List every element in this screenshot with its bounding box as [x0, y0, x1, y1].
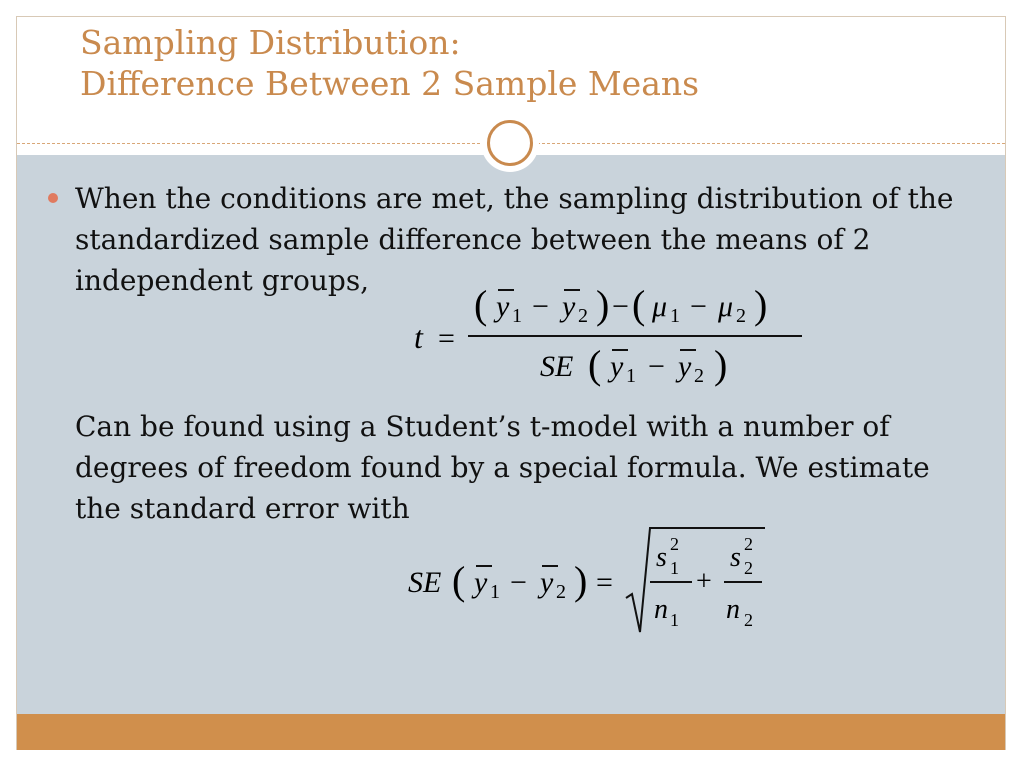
svg-text:−: −: [510, 566, 527, 599]
svg-text:2: 2: [694, 365, 704, 387]
paragraph-standard-error: Can be found using a Student’s t-model with a number of degrees of freedom found by a special formula. We estimate the standard error with: [75, 410, 930, 525]
svg-text:): ): [714, 342, 728, 387]
svg-text:−: −: [612, 290, 629, 323]
svg-text:1: 1: [670, 558, 679, 578]
svg-text:1: 1: [670, 610, 679, 630]
svg-text:y: y: [678, 350, 692, 383]
title-line-1: Sampling Distribution:: [80, 23, 461, 62]
svg-text:=: =: [438, 322, 455, 355]
svg-text:1: 1: [670, 305, 680, 327]
svg-text:−: −: [532, 290, 549, 323]
slide-title: [80, 22, 699, 104]
svg-text:y: y: [540, 566, 554, 599]
svg-text:μ: μ: [652, 290, 668, 323]
svg-text:y: y: [496, 290, 510, 323]
bullet-dot-icon: [48, 193, 58, 203]
svg-text:2: 2: [556, 581, 566, 603]
svg-text:2: 2: [744, 534, 753, 554]
svg-text:SE: SE: [408, 566, 442, 599]
ornament-ring-icon: [487, 120, 533, 166]
svg-text:2: 2: [670, 534, 679, 554]
bullet-text: When the conditions are met, the sampling distribution of the standardized sample difference between the means of 2 independent groups,: [75, 182, 954, 297]
svg-text:−: −: [648, 350, 665, 383]
svg-text:n: n: [654, 594, 668, 625]
t-formula: [400, 278, 820, 398]
svg-text:SE: SE: [540, 350, 574, 383]
svg-text:2: 2: [744, 558, 753, 578]
svg-text:): ): [574, 558, 588, 603]
svg-text:1: 1: [626, 365, 636, 387]
svg-text:n: n: [726, 594, 740, 625]
svg-text:): ): [754, 282, 768, 327]
svg-text:−: −: [690, 290, 707, 323]
svg-text:(: (: [474, 282, 488, 327]
svg-text:1: 1: [512, 305, 522, 327]
svg-text:+: +: [696, 566, 712, 597]
svg-text:(: (: [452, 558, 466, 603]
svg-text:(: (: [632, 282, 646, 327]
svg-text:2: 2: [736, 305, 746, 327]
svg-text:s: s: [656, 542, 667, 573]
se-formula: [400, 522, 780, 642]
title-line-2: Difference Between 2 Sample Means: [80, 64, 700, 103]
svg-text:1: 1: [490, 581, 500, 603]
svg-text:): ): [596, 282, 610, 327]
svg-text:t: t: [414, 319, 423, 355]
svg-text:2: 2: [578, 305, 588, 327]
svg-text:2: 2: [744, 610, 753, 630]
svg-text:μ: μ: [718, 290, 734, 323]
svg-text:y: y: [562, 290, 576, 323]
svg-text:s: s: [730, 542, 741, 573]
svg-text:=: =: [596, 566, 613, 599]
svg-text:y: y: [474, 566, 488, 599]
footer-bar: [17, 714, 1005, 750]
svg-text:(: (: [588, 342, 602, 387]
svg-text:y: y: [610, 350, 624, 383]
